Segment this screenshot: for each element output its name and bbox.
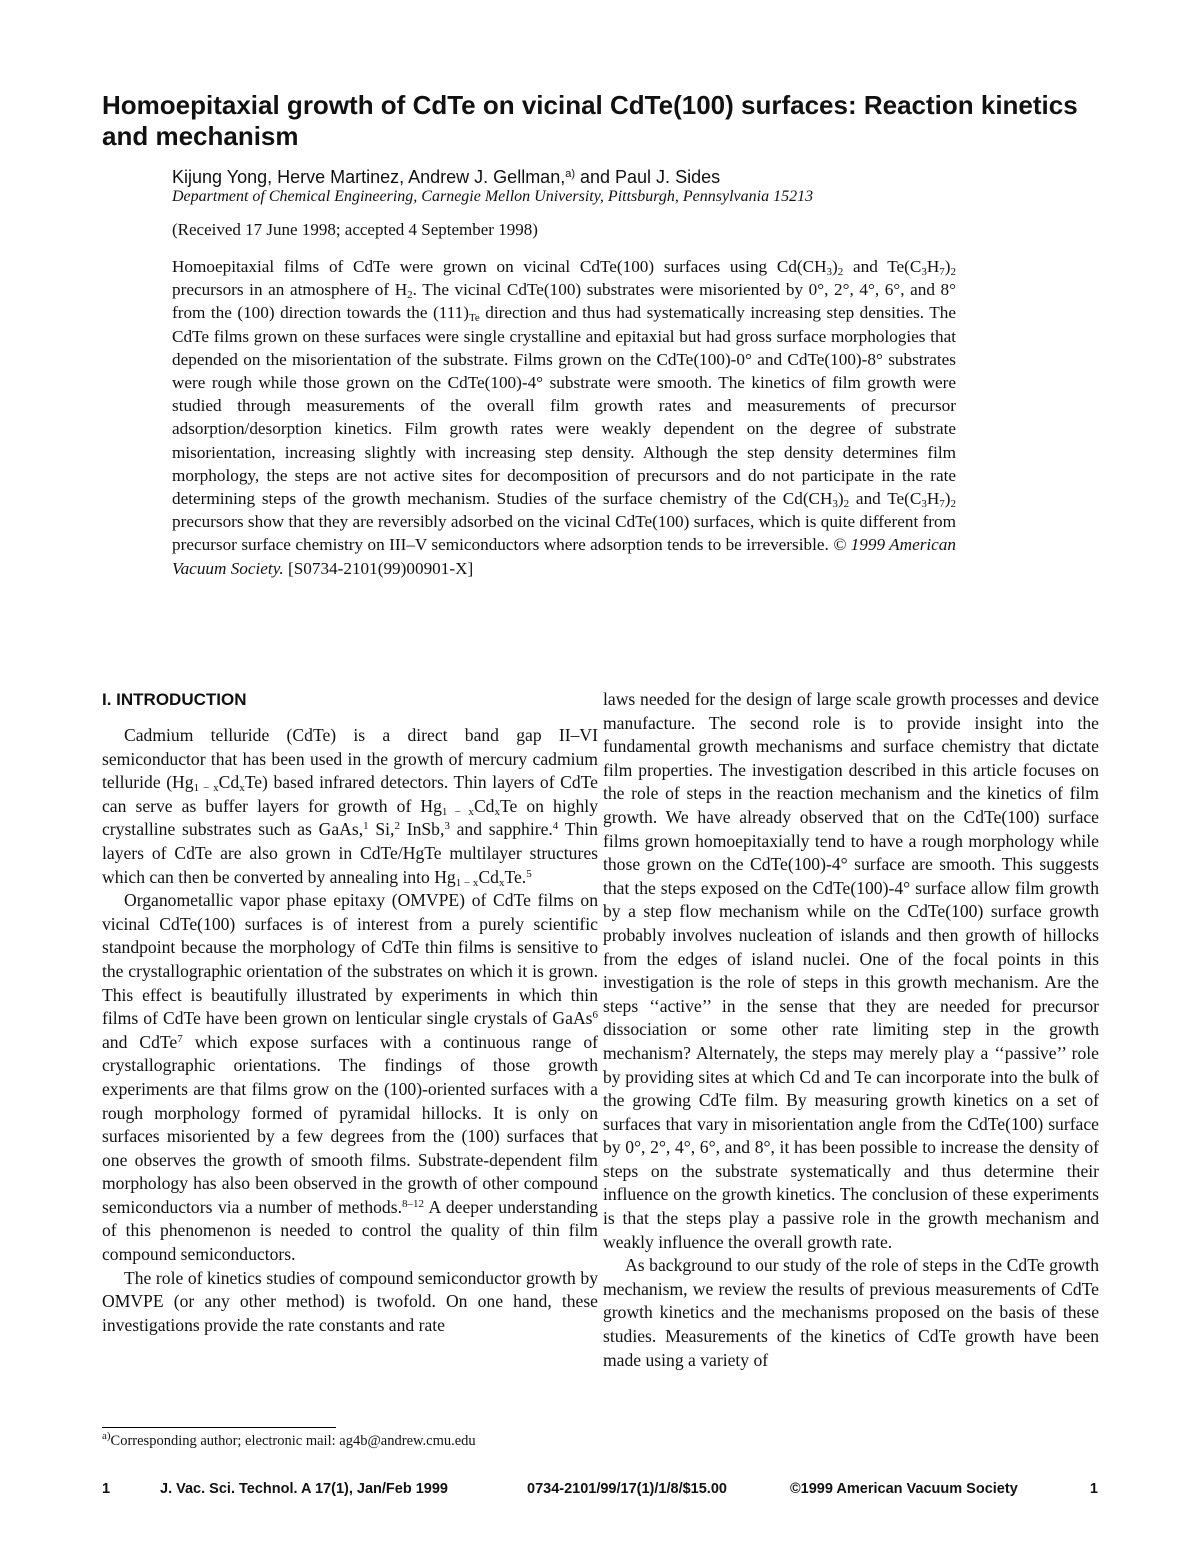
paragraph: Organometallic vapor phase epitaxy (OMVPE) of CdTe films on vicinal CdTe(100) surfaces is of interest from a purely scientific standpoint because the morphology of CdTe thin films is sensitive to the crystallographic orientation of the substrates on which it is grown. This effect is beautifully illustrated by experiments in which thin films of CdTe have been grown on lenticular single crystals of GaAs$^6$ and CdTe$^7$ which expose surfaces with a continuous range of crystallographic orientations. The findings of those growth experiments are that films grow on the (100)-oriented surfaces with a rough morphology formed of pyramidal hillocks. It is only on surfaces misoriented by a few degrees from the (100) surfaces that one observes the growth of smooth films. Substrate-dependent film morphology has also been observed in the growth of other compound semiconductors via a number of methods.$^{8-12}$ A deeper understanding of this phenomenon is needed to control the quality of thin film compound semiconductors. [102,890,598,1265]
citation[interactable]: 4 [552,820,559,833]
right-column [603,688,1099,1372]
journal-citation: J. Vac. Sci. Technol. A 17(1), Jan/Feb 1999 [160,1481,448,1497]
page-number-right: 1 [1089,1481,1098,1497]
footnote-rule [102,1427,336,1428]
section-heading: I. INTRODUCTION [102,690,247,709]
abstract-code: [S0734-2101(99)00901-X] [283,558,474,578]
page-footer [102,1481,1098,1501]
author-footnote-mark[interactable]: a) [565,168,575,180]
citation[interactable]: 6 [592,1009,598,1022]
citation[interactable]: 7 [177,1032,183,1045]
authors-tail: and Paul J. Sides [575,167,721,187]
paragraph: The role of kinetics studies of compound semiconductor growth by OMVPE (or any other method) is twofold. On one hand, these investigations provide the rate constants and rate [102,1267,598,1335]
citation[interactable]: 8–12 [401,1197,424,1210]
abstract-copyright: © 1999 American Vacuum Society. [172,535,956,578]
footnote-mark: a) [102,1430,111,1442]
article-code: 0734-2101/99/17(1)/1/8/$15.00 [527,1481,727,1497]
paragraph: laws needed for the design of large scale growth processes and device manufacture. The second role is to provide insight into the fundamental growth mechanisms and surface chemistry that dictate film properties. The investigation described in this article focuses on the role of steps in the reaction mechanism and the kinetics of film growth. We have already observed that on the CdTe(100) surface films grown homoepitaxially tend to have a rough morphology while those grown on the CdTe(100)-4° surface are smooth. This suggests that the steps exposed on the CdTe(100)-4° surface allow film growth by a step flow mechanism while on the CdTe(100) surface growth probably involves nucleation of islands and then growth of hillocks from the edges of island nuclei. One of the focal points in this investigation is the role of steps in this growth mechanism. Are the steps ‘‘active’’ in the sense that they are needed for precursor dissociation or some other rate limiting step in the growth mechanism? Alternately, the steps may merely play a ‘‘passive’’ role by providing sites at which Cd and Te can incorporate into the bulk of the growing CdTe film. By measuring growth kinetics on a set of surfaces that vary in misorientation angle from the CdTe(100) surface by 0°, 2°, 4°, 6°, and 8°, it has been possible to increase the density of steps on the substrate systematically and thus determine their influence on the growth kinetics. The conclusion of these experiments is that the steps play a passive role in the growth mechanism and weakly influence the overall growth rate. [603,689,1099,1252]
authors-text: Kijung Yong, Herve Martinez, Andrew J. Gellman, [172,167,566,187]
citation[interactable]: 3 [444,820,450,833]
citation[interactable]: 5 [526,867,532,880]
paragraph: As background to our study of the role of steps in the CdTe growth mechanism, we review the results of previous measurements of CdTe growth kinetics and the mechanisms proposed on the basis of these studies. Measurements of the kinetics of CdTe growth have been made using a variety of [603,1255,1099,1370]
article-title: Homoepitaxial growth of CdTe on vicinal CdTe(100) surfaces: Reaction kinetics and mechanism [102,90,1078,151]
left-column [102,688,598,1337]
footnote-text: Corresponding author; electronic mail: ag4b@andrew.cmu.edu [110,1433,476,1449]
abstract: Homoepitaxial films of CdTe were grown on vicinal CdTe(100) surfaces using $Cd(CH_3)_2$ and $Te(C_3H_7)_2$ precursors in an atmosphere of $H_2$. The vicinal CdTe(100) substrates were misoriented by 0°, 2°, 4°, 6°, and 8° from the (100) direction towards the $(111)_{Te}$ direction and thus had systematically increasing step densities. The CdTe films grown on these surfaces were single crystalline and epitaxial but had gross surface morphologies that depended on the misorientation of the substrate. Films grown on the CdTe(100)-0° and CdTe(100)-8° substrates were rough while those grown on the CdTe(100)-4° substrate were smooth. The kinetics of film growth were studied through measurements of the overall film growth rates and measurements of precursor adsorption/desorption kinetics. Film growth rates were weakly dependent on the degree of substrate misorientation, increasing slightly with increasing step density. Although the step density determines film morphology, the steps are not active sites for decomposition of precursors and do not participate in the rate determining steps of the growth mechanism. Studies of the surface chemistry of the $Cd(CH_3)_2$ and $Te(C_3H_7)_2$ precursors show that they are reversibly adsorbed on the vicinal CdTe(100) surfaces, which is quite different from precursor surface chemistry on III–V semiconductors where adsorption tends to be irreversible. © 1999 American Vacuum Society. [S0734-2101(99)00901-X] [172,257,956,578]
footnote [102,1432,476,1450]
affiliation: Department of Chemical Engineering, Carnegie Mellon University, Pittsburgh, Pennsylvania 15213 [172,188,814,205]
received-dates: (Received 17 June 1998; accepted 4 September 1998) [172,220,538,239]
page-number-left: 1 [102,1481,111,1497]
author-list [172,166,720,188]
paragraph: Cadmium telluride (CdTe) is a direct band gap II–VI semiconductor that has been used in the growth of mercury cadmium telluride $(Hg_{1 - x}Cd_xTe)$ based infrared detectors. Thin layers of CdTe can serve as buffer layers for growth of $Hg_{1 - x}Cd_xTe$ on highly crystalline substrates such as GaAs,$^1$ Si,$^2$ InSb,$^3$ and sapphire.$^4$ Thin layers of CdTe are also grown in CdTe/HgTe multilayer structures which can then be converted by annealing into $Hg_{1 - x}Cd_xTe.^5$ [102,725,598,889]
citation[interactable]: 2 [394,820,400,833]
footer-copyright: ©1999 American Vacuum Society [790,1481,1018,1497]
citation[interactable]: 1 [363,820,369,833]
